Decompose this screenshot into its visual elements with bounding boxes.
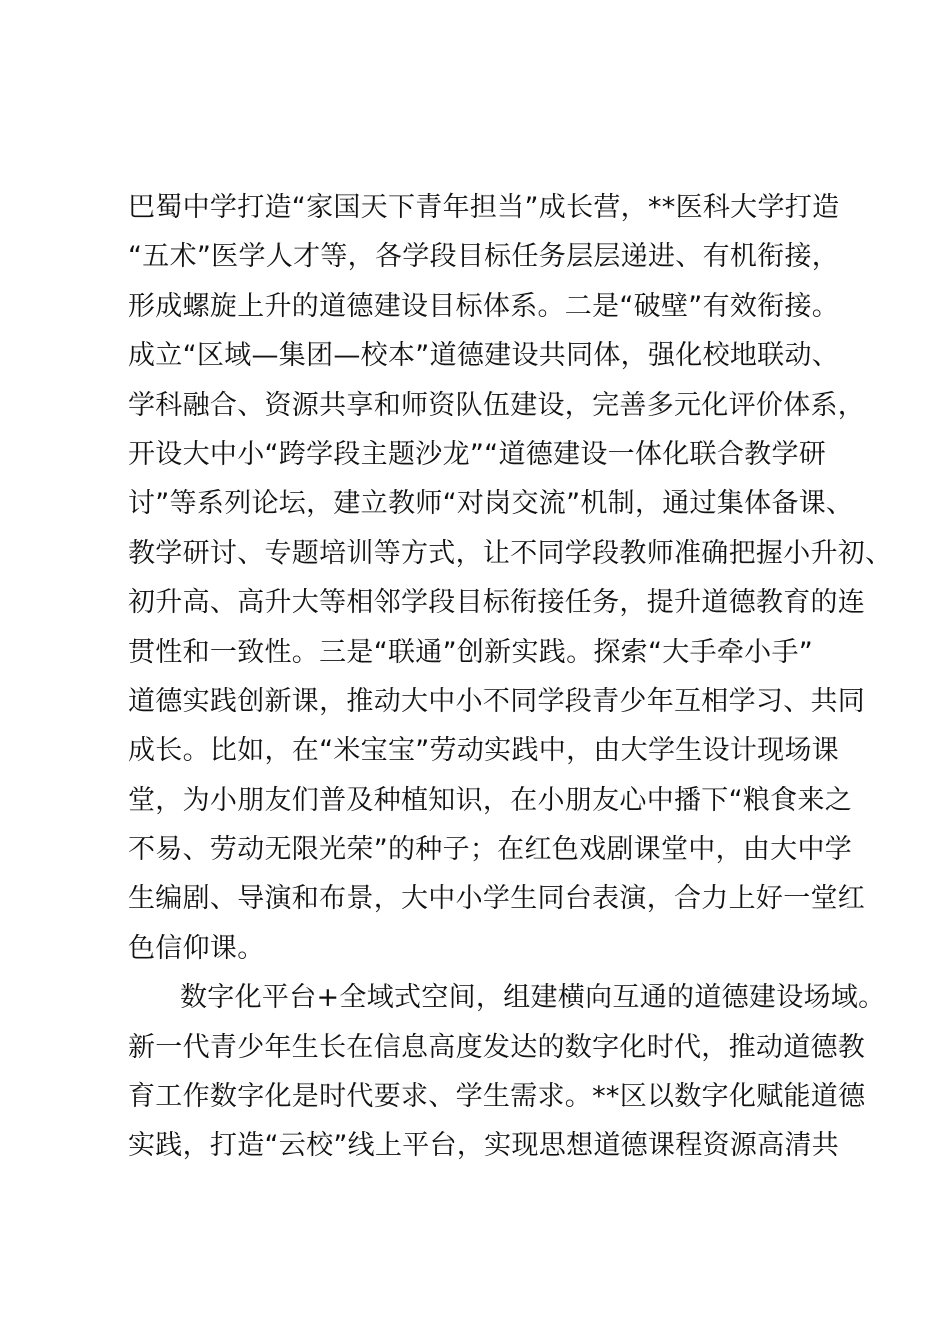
text-line: 成长。比如，在“米宝宝”劳动实践中，由大学生设计现场课 [128,735,840,767]
text-line: 新一代青少年生长在信息高度发达的数字化时代，推动道德教 [128,1031,866,1063]
text-line: 教学研讨、专题培训等方式，让不同学段教师准确把握小升初、 [128,537,893,569]
text-line: 开设大中小“跨学段主题沙龙”“道德建设一体化联合教学研 [128,438,827,470]
text-line: 学科融合、资源共享和师资队伍建设，完善多元化评价体系， [128,389,866,421]
text-line: 道德实践创新课，推动大中小不同学段青少年互相学习、共同 [128,685,866,717]
text-line: 巴蜀中学打造“家国天下青年担当”成长营，**医科大学打造 [128,192,840,223]
paragraph-first-line: 数字化平台+全域式空间，组建横向互通的道德建设场域。 [180,982,886,1014]
text-line: 堂，为小朋友们普及种植知识，在小朋友心中播下“粮食来之 [128,784,853,816]
text-line: 育工作数字化是时代要求、学生需求。**区以数字化赋能道德 [128,1081,866,1113]
text-line: 讨”等系列论坛，建立教师“对岗交流”机制，通过集体备课、 [128,488,854,520]
text-line: 生编剧、导演和布景，大中小学生同台表演，合力上好一堂红 [128,883,866,915]
text-line: 色信仰课。 [128,932,265,964]
text-line: 初升高、高升大等相邻学段目标衔接任务，提升道德教育的连 [128,587,866,619]
body-text [128,183,893,1171]
text-line: 不易、劳动无限光荣”的种子；在红色戏剧课堂中，由大中学 [128,834,853,866]
text-line: 实践，打造“云校”线上平台，实现思想道德课程资源高清共 [128,1130,840,1162]
text-line: 形成螺旋上升的道德建设目标体系。二是“破壁”有效衔接。 [128,290,840,322]
text-line: 贯性和一致性。三是“联通”创新实践。探索“大手牵小手” [128,636,814,668]
text-line: “五术”医学人才等，各学段目标任务层层递进、有机衔接， [128,241,840,273]
text-line: 成立“区域—集团—校本”道德建设共同体，强化校地联动、 [128,340,840,372]
